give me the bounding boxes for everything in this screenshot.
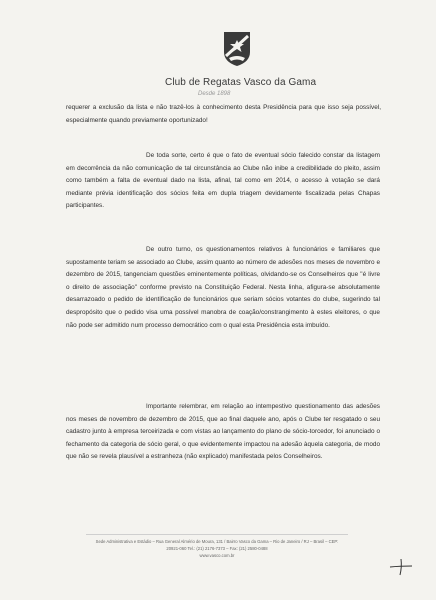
paragraph-1: requerer a exclusão da lista e não trazê-los à conhecimento desta Presidência para que isso seja possível, especialmente quando previamente oportunizado!	[66, 104, 381, 124]
club-crest-icon	[222, 30, 252, 68]
club-motto: Desde 1898	[198, 91, 231, 97]
paragraph-2: De toda sorte, certo é que o fato de eventual sócio falecido constar da listagem em decorrência da não comunicação de tal circunstância ao Clube não inibe a credibilidade do pleito, assim como também a falta de eventual dado na lista, afinal, tal como em 2014, o acesso à votação se dará mediante prévia identificação dos sócios feita em dupla triagem devidamente fiscalizada pelas Chapas participantes.	[66, 152, 380, 210]
paragraph-3: De outro turno, os questionamentos relativos à funcionários e familiares que supostamente teriam se associado ao Clube, assim quanto ao número de adesões nos meses de novembro e dezembro de 2015, tangenciam questões eminentemente políticas, olvidando-se os Conselheiros que "é livre o direito de associação" conforme previsto na Constituição Federal. Nesta linha, afigura-se absolutamente desarrazoado o pedido de identificação de funcionários que seriam sócios votantes do clube, sugerindo tal despropósito que o pedido visa uma possível manobra de coação/constrangimento à estes eleitores, o que não pode ser admitido num processo democrático com o qual esta Presidência esta imbuído.	[66, 246, 380, 329]
footer-divider	[86, 534, 348, 535]
footer-website: www.vasco.com.br	[199, 553, 235, 558]
paragraph-4: Importante relembrar, em relação ao intempestivo questionamento das adesões nos meses de novembro de dezembro de 2015, que ao final daquele ano, após o Clube ter resgatado o seu cadastro junto à empresa terceirizada e com vistas ao lançamento do plano de sócio-torcedor, foi anunciado o fechamento da categoria de sócio geral, o que evidentemente impactou na adesão àquela categoria, de modo que não se revela plausível a estranheza (não explicado) manifestada pelos Conselheiros.	[66, 403, 380, 461]
footer-address	[86, 538, 348, 559]
club-name: Club de Regatas Vasco da Gama	[165, 77, 317, 88]
footer-line-1: Sede Administrativa e Estádio – Rua General Almério de Moura, 131 / Bairro Vasco da Gama – Rio de Janeiro / RJ – Brasil – CEP:	[95, 539, 339, 544]
footer-line-2: 20921-060 Tel.: (21) 2176-7373 – Fax: (21) 2580-0488	[166, 546, 268, 551]
handwritten-cross-mark	[388, 555, 414, 577]
